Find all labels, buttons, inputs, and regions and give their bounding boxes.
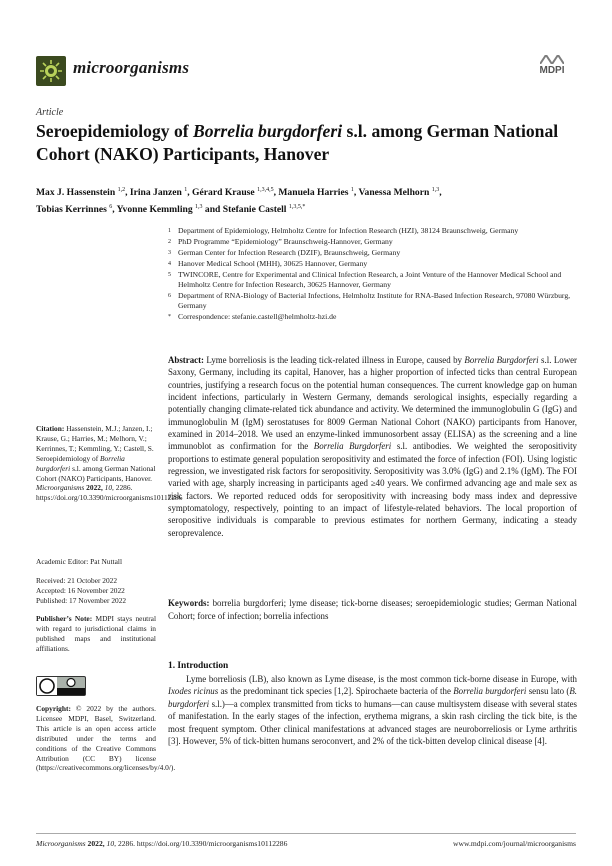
author[interactable]: Manuela Harries $^1$ (278, 187, 354, 199)
journal-logo (36, 56, 66, 86)
accepted-date: Accepted: 16 November 2022 (36, 585, 125, 595)
affiliation-item: 4 Hanover Medical School (MHH), 30625 Hannover, Germany (168, 258, 368, 268)
abstract: Abstract: Lyme borreliosis is the leading tick-related illness in Europe, caused by Borrelia Burgdorferi s.l. Lower Saxony, Germany, including its capital, Hanover, has a higher proportion of infected ticks than central European countries, justifying a research focus on the potential human consequences. The current knowledge gap on human incident infections, particularly in Western Germany, demands serological insights, especially regarding a potentially changing climate-related tick abundance and activity. We determined the immunoglobulin G (IgG) and immunoglobulin M (IgM) serostatuses for 8009 German National Cohort (NAKO) participants from Hanover, examined in 2014–2018. We used an enzyme-linked immunosorbent assay (ELISA) as the screening and a line immunoblot as confirmation for the Borrelia Burgdorferi s.l. antibodies. We weighted the seropositivity proportions to estimate general population seropositivity and estimated the force of infection (FOI). Using logistic regression, we investigated risk factors for seropositivity. Seropositivity was 3.0% (IgG) and 2.1% (IgM). The FOI varied with age, sharply increasing in participants aged ≥40 years. We confirmed advancing age and male sex as risk factors. We reported reduced odds for seropositivity with increasing body mass index and depressive symptomatology, respectively, pointing to an impact of lifestyle-related behaviors. The local proportion of seropositive individuals is comparable to previous estimates for northern Germany, indicating a steady seroprevalence. (168, 355, 577, 538)
author[interactable]: Tobias Kerrinnes $^6$ (36, 204, 113, 216)
creative-commons-icon (37, 677, 85, 695)
section-heading-introduction: 1. Introduction (168, 661, 229, 671)
copyright-notice: Copyright: © 2022 by the authors. Licensee MDPI, Basel, Switzerland. This article is an open access article distributed under the terms and conditions of the Creative Commons Attribution (CC BY) license (https://creativecommons.org/licenses/by/4.0/). (36, 704, 176, 773)
author[interactable]: Gérard Krause $^{1,3,4,5}$ (192, 187, 274, 199)
publication-dates (36, 576, 156, 606)
journal-name: microorganisms (73, 58, 190, 77)
article-type: Article (36, 107, 64, 118)
author[interactable]: Yvonne Kemmling $^{1,3}$ (116, 204, 203, 216)
author[interactable]: Vanessa Melhorn $^{1,3}$ (358, 187, 440, 199)
footer-doi-link[interactable]: , 2286. https://doi.org/10.3390/microorganisms10112286 (114, 839, 288, 848)
publisher-logo (528, 54, 576, 78)
received-date: Received: 21 October 2022 (36, 576, 118, 585)
author[interactable]: Stefanie Castell $^{1,3,5,*}$ (222, 204, 306, 216)
footer-divider (36, 833, 576, 834)
publisher-name: MDPI (539, 65, 565, 76)
affiliation-item: 5 TWINCORE, Centre for Experimental and Clinical Infection Research, a Joint Venture of the Hannover Medical School and Helmholtz Centre for Infection Research, 30625 Hannover, Germany (168, 269, 562, 289)
affiliation-item: 6 Department of RNA-Biology of Bacterial Infections, Helmholtz Institute for RNA-Based Infection Research, 97080 Würzburg, Germany (168, 290, 571, 311)
affiliation-item: 2 PhD Programme “Epidemiology” Braunschweig-Hannover, Germany (168, 236, 393, 246)
author[interactable]: Irina Janzen $^1$ (129, 187, 188, 199)
publisher-note: Publisher’s Note: MDPI stays neutral with regard to jurisdictional claims in published maps and institutional affiliations. (36, 614, 156, 653)
affiliation-item: 1 Department of Epidemiology, Helmholtz Centre for Infection Research (HZI), 38124 Braunschweig, Germany (168, 226, 519, 235)
doi-link[interactable]: , 2286. https://doi.org/10.3390/microorganisms10112286 (36, 483, 183, 503)
author-list: Max J. Hassenstein $^{1,2}$, Irina Janzen $^1$, Gérard Krause $^{1,3,4,5}$, Manuela Harries $^1$, Vanessa Melhorn $^{1,3}$, Tobias Kerrinnes $^6$, Yvonne Kemmling $^{1,3}$ and Stefanie Castell $^{1,3,5,*}$ (36, 187, 442, 216)
published-date: Published: 17 November 2022 (36, 595, 127, 605)
author[interactable]: Max J. Hassenstein $^{1,2}$ (36, 187, 126, 199)
correspondence[interactable]: * Correspondence: stefanie.castell@helmholtz-hzi.de (168, 311, 337, 321)
affiliations (168, 226, 588, 323)
affiliation-item: 3 German Center for Infection Research (DZIF), Braunschweig, Germany (168, 247, 401, 257)
keywords: Keywords: borrelia burgdorferi; lyme disease; tick-borne diseases; seroepidemiologic studies; German National Cohort; force of infection; borrelia infections (168, 598, 577, 621)
microorganism-icon (36, 56, 66, 86)
introduction-paragraph: Lyme borreliosis (LB), also known as Lyme disease, is the most common tick-borne disease in Europe, with Ixodes ricinus as the predominant tick species [1,2]. Spirochaete bacteria of the Borrelia burgdorferi sensu lato (B. burgdorferi s.l.)—a complex transmitted from ticks to humans—can cause multisystem disease with several states of manifestation. In the early stages of the infection, erythema migrans, a skin rash circling the tick bite, is the most frequent symptom. Other clinical manifestations at advanced stages are neuroborreliosis or Lyme arthritis [3]. However, 5% of tick-bitten humans seroconvert, and 2% of the tick-bitten develop clinical disease [4]. (168, 674, 577, 747)
cc-by-license-icon[interactable] (36, 676, 86, 696)
mdpi-mark-icon (540, 55, 564, 64)
citation-box: Citation: Hassenstein, M.J.; Janzen, I.; Krause, G.; Harries, M.; Melhorn, V.; Kerrinnes, T.; Kemmling, Y.; Castell, S. Seroepidemiology of Borrelia burgdorferi s.l. among German National Cohort (NAKO) Participants, Hanover. Microorganisms 2022, 10, 2286. https://doi.org/10.3390/microorganisms10112286 (36, 424, 183, 503)
footer-citation: Microorganisms 2022, 10, 2286. https://doi.org/10.3390/microorganisms10112286 (36, 839, 288, 848)
footer-journal-url[interactable]: www.mdpi.com/journal/microorganisms (453, 839, 576, 848)
academic-editor: Academic Editor: Pat Nuttall (36, 557, 122, 566)
article-title: Seroepidemiology of Borrelia burgdorferi s.l. among German National Cohort (NAKO) Participants, Hanover (36, 121, 559, 164)
